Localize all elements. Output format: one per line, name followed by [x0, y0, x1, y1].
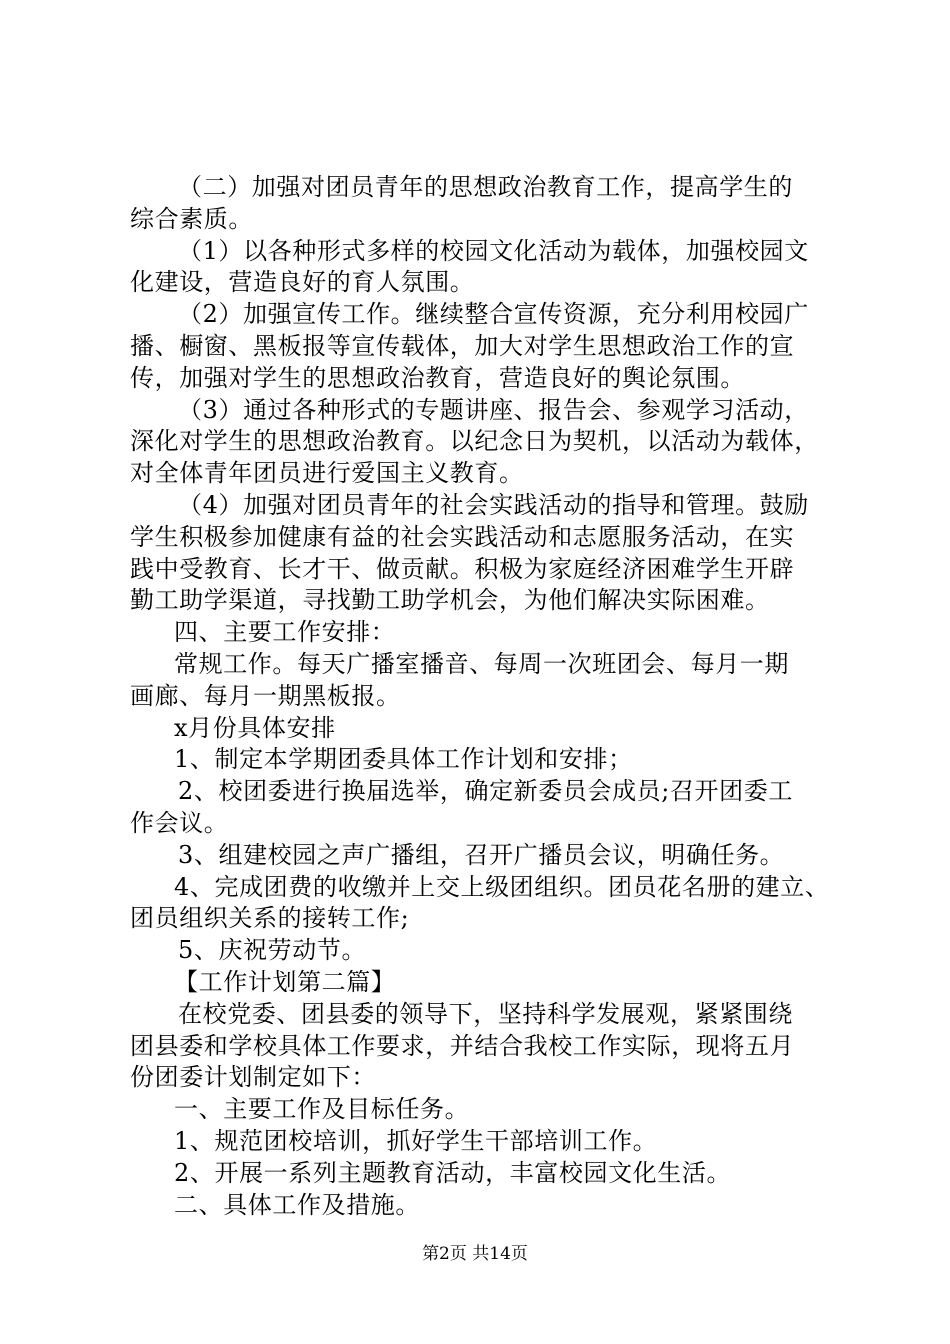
text-line: （4）加强对团员青年的社会实践活动的指导和管理。鼓励	[178, 490, 809, 519]
text-line: 4、完成团费的收缴并上交上级团组织。团员花名册的建立、	[174, 872, 830, 901]
text-line: 画廊、每月一期黑板报。	[130, 681, 401, 710]
text-line: 2、校团委进行换届选举，确定新委员会成员;召开团委工	[178, 777, 793, 806]
text-line: 化建设，营造良好的育人氛围。	[130, 268, 475, 297]
text-line: （1）以各种形式多样的校园文化活动为载体，加强校园文	[178, 236, 809, 265]
text-line: 1、制定本学期团委具体工作计划和安排；	[174, 745, 633, 774]
text-line: 2、开展一系列主题教育活动，丰富校园文化生活。	[174, 1158, 732, 1187]
text-line: （二）加强对团员青年的思想政治教育工作，提高学生的	[178, 173, 793, 201]
page-number-label: 第2页 共14页	[422, 1244, 528, 1264]
text-line: 作会议。	[130, 808, 229, 837]
text-line: 勤工助学渠道，寻找勤工助学机会，为他们解决实际困难。	[130, 586, 770, 615]
page-footer	[0, 1243, 950, 1265]
text-line: x月份具体安排	[174, 713, 336, 742]
text-line: （3）通过各种形式的专题讲座、报告会、参观学习活动，	[178, 395, 809, 424]
text-line: 践中受教育、长才干、做贡献。积极为家庭经济困难学生开辟	[130, 554, 795, 583]
text-line: 团县委和学校具体工作要求，并结合我校工作实际，现将五月	[130, 1031, 795, 1060]
text-line: 播、橱窗、黑板报等宣传载体，加大对学生思想政治工作的宣	[130, 331, 795, 360]
text-line: 份团委计划制定如下：	[130, 1063, 376, 1092]
text-line: 二、具体工作及措施。	[174, 1190, 420, 1219]
text-line: 学生积极参加健康有益的社会实践活动和志愿服务活动，在实	[130, 522, 795, 551]
text-line: 3、组建校园之声广播组，召开广播员会议，明确任务。	[178, 840, 785, 869]
document-body	[130, 172, 835, 1221]
text-line: 对全体青年团员进行爱国主义教育。	[130, 459, 524, 488]
text-line: 综合素质。	[130, 204, 253, 233]
text-line: 深化对学生的思想政治教育。以纪念日为契机，以活动为载体，	[130, 427, 819, 456]
text-line: 一、主要工作及目标任务。	[174, 1095, 470, 1124]
text-line: 常规工作。每天广播室播音、每周一次班团会、每月一期	[174, 649, 789, 678]
text-line: （2）加强宣传工作。继续整合宣传资源，充分利用校园广	[178, 300, 809, 329]
text-line: 四、主要工作安排：	[174, 618, 396, 647]
text-line: 团员组织关系的接转工作;	[130, 904, 410, 933]
text-line: 【工作计划第二篇】	[174, 967, 396, 996]
text-line: 传，加强对学生的思想政治教育，营造良好的舆论氛围。	[130, 363, 745, 392]
text-line: 在校党委、团县委的领导下，坚持科学发展观，紧紧围绕	[178, 999, 793, 1028]
text-line: 5、庆祝劳动节。	[178, 936, 367, 965]
text-line: 1、规范团校培训，抓好学生干部培训工作。	[174, 1126, 658, 1155]
